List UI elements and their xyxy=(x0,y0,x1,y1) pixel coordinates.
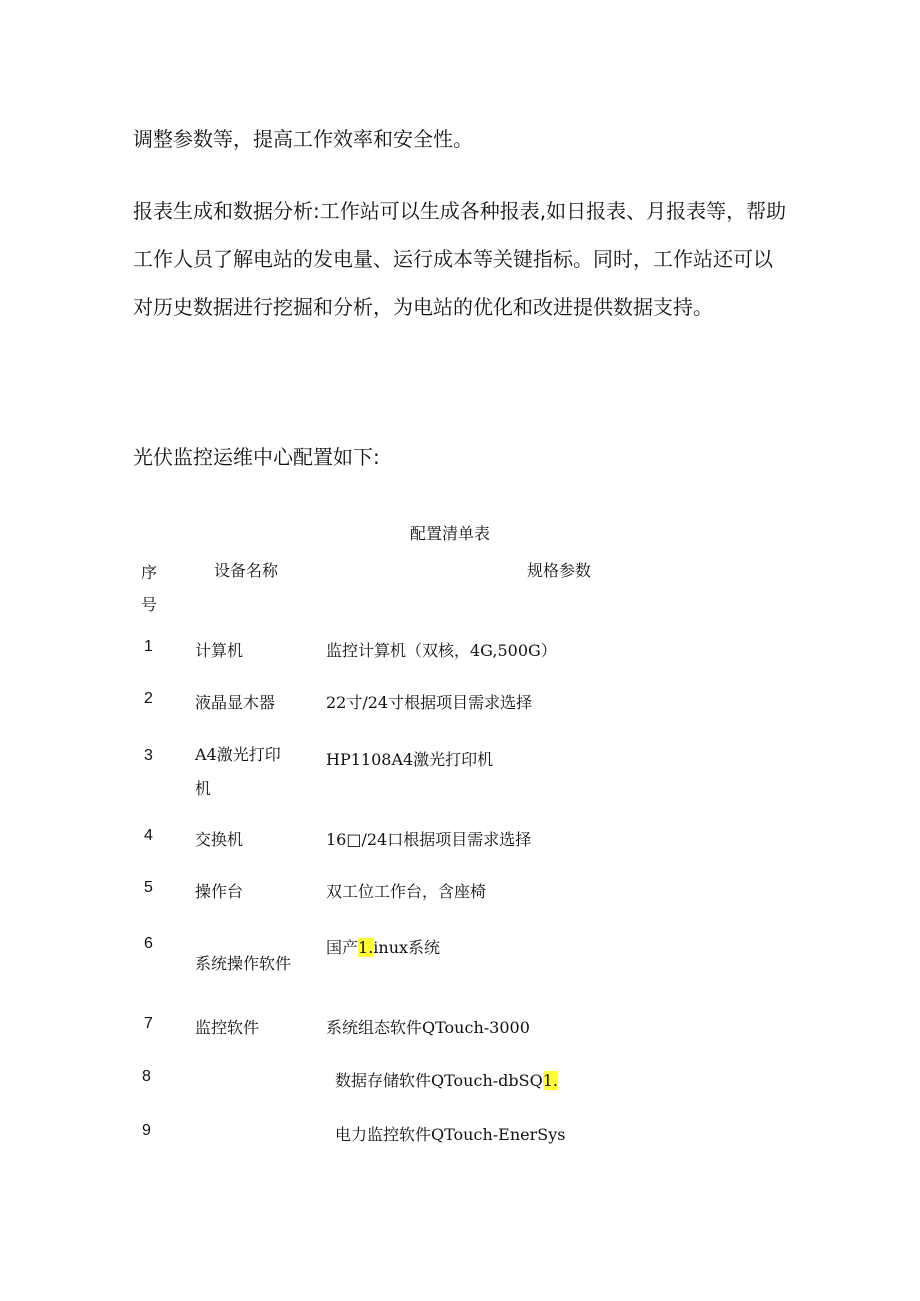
row-seq: 9 xyxy=(142,1122,151,1139)
row-name: 系统操作软件 xyxy=(195,954,292,973)
spec-text: 国产 xyxy=(326,938,359,957)
highlight: 1. xyxy=(542,1071,558,1090)
row-spec: 双工位工作台，含座椅 xyxy=(326,882,487,901)
highlight: 1. xyxy=(358,938,374,957)
row-spec: 监控计算机（双核，4G,500G） xyxy=(326,641,557,660)
paragraph-line: 对历史数据进行挖掘和分析，为电站的优化和改进提供数据支持。 xyxy=(133,295,713,319)
row-seq: 1 xyxy=(144,638,153,655)
row-name: 液晶显木器 xyxy=(195,693,276,712)
header-seq: 号 xyxy=(141,595,158,614)
row-seq: 7 xyxy=(144,1015,153,1032)
row-spec xyxy=(335,1068,558,1091)
row-name: 计算机 xyxy=(195,641,244,660)
row-spec xyxy=(326,935,440,958)
row-spec: 电力监控软件QTouch-EnerSys xyxy=(335,1125,566,1144)
row-name: A4激光打印 xyxy=(195,745,281,764)
row-name: 监控软件 xyxy=(195,1018,260,1037)
row-name: 交换机 xyxy=(195,830,244,849)
header-seq: 序 xyxy=(141,563,158,582)
row-name: 操作台 xyxy=(195,882,244,901)
row-seq: 8 xyxy=(142,1068,151,1085)
row-spec: HP1108A4激光打印机 xyxy=(326,750,494,769)
row-seq: 3 xyxy=(144,747,153,764)
row-spec: 22寸/24寸根据项目需求选择 xyxy=(326,693,533,712)
paragraph-line: 调整参数等，提高工作效率和安全性。 xyxy=(133,127,473,151)
spec-text: 数据存储软件QTouch-dbSQ xyxy=(335,1071,543,1090)
header-name: 设备名称 xyxy=(214,561,279,580)
row-seq: 2 xyxy=(144,690,153,707)
header-spec: 规格参数 xyxy=(527,561,592,580)
paragraph-line: 工作人员了解电站的发电量、运行成本等关键指标。同时，工作站还可以 xyxy=(133,247,773,271)
row-seq: 4 xyxy=(144,827,153,844)
paragraph-line: 报表生成和数据分析:工作站可以生成各种报表,如日报表、月报表等，帮助 xyxy=(133,199,787,223)
row-spec: 16□∕24口根据项目需求选择 xyxy=(326,830,532,849)
row-seq: 6 xyxy=(144,935,153,952)
section-intro: 光伏监控运维中心配置如下: xyxy=(133,445,380,469)
row-seq: 5 xyxy=(144,879,153,896)
spec-text: inux系统 xyxy=(373,938,441,957)
row-name: 机 xyxy=(195,779,212,798)
table-title: 配置清单表 xyxy=(409,524,490,543)
row-spec: 系统组态软件QTouch-3000 xyxy=(326,1018,530,1037)
